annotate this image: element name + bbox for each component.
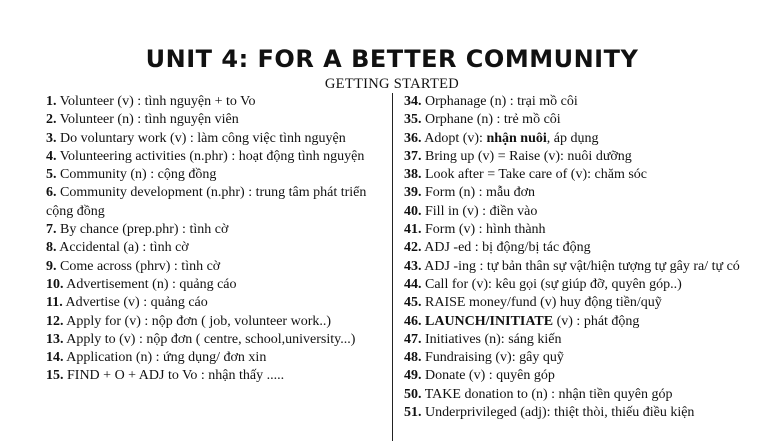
entry-number: 8.: [46, 240, 57, 256]
section-subtitle: GETTING STARTED: [324, 76, 460, 92]
entry-text: Volunteering activities (n.phr) : hoạt động tình nguyện: [59, 148, 365, 164]
entry-number: 40.: [404, 203, 422, 219]
entry-number: 34.: [404, 94, 422, 109]
vocab-entry: [404, 331, 764, 349]
entry-text: Fundraising (v): gây quỹ: [425, 350, 564, 366]
entry-number: 38.: [404, 167, 422, 183]
entry-text: Bring up (v) = Raise (v): nuôi dưỡng: [425, 148, 632, 164]
entry-number: 1.: [46, 94, 57, 109]
entry-number: 47.: [404, 331, 422, 347]
entry-number: 43.: [404, 258, 422, 274]
entry-number: 46.: [404, 313, 422, 329]
entry-number: 41.: [404, 222, 422, 238]
entry-number: 6.: [46, 185, 57, 201]
vocab-entry: [404, 276, 764, 294]
entry-number: 3.: [46, 130, 57, 146]
column-divider: [392, 93, 393, 441]
vocab-entry: [46, 313, 386, 331]
entry-number: 37.: [404, 148, 422, 164]
entry-text: Call for (v): kêu gọi (sự giúp đỡ, quyên góp..): [425, 276, 682, 292]
vocab-entry: [46, 349, 386, 367]
entry-text: Application (n) : ứng dụng/ đơn xin: [66, 350, 267, 366]
entry-text: Advertisement (n) : quảng cáo: [66, 276, 237, 292]
entry-text-pre: Adopt (v):: [424, 130, 487, 146]
vocab-entry: [46, 258, 386, 276]
entry-number: 11.: [46, 295, 63, 311]
entry-text: Donate (v) : quyên góp: [425, 368, 555, 384]
vocab-entry: [404, 313, 764, 331]
vocab-entry: [46, 239, 386, 257]
entry-text-bold: LAUNCH/INITIATE: [425, 313, 554, 329]
vocab-entry: [404, 184, 764, 202]
vocab-entry: [404, 239, 764, 257]
entry-number: 48.: [404, 350, 422, 366]
vocab-entry: [46, 331, 386, 349]
vocab-entry: [46, 111, 386, 129]
entry-number: 13.: [46, 331, 64, 347]
vocab-list-left: [46, 93, 386, 386]
entry-text: TAKE donation to (n) : nhận tiền quyên góp: [424, 386, 673, 402]
entry-text: Community (n) : cộng đồng: [60, 167, 217, 183]
entry-text: RAISE money/fund (v) huy động tiền/quỹ: [425, 295, 662, 311]
vocab-entry: [404, 258, 764, 276]
entry-number: 51.: [404, 405, 422, 421]
entry-text: Volunteer (n) : tình nguyện viên: [59, 112, 239, 128]
vocab-entry: [404, 294, 764, 312]
vocab-entry: [46, 221, 386, 239]
entry-text: ADJ -ed : bị động/bị tác động: [424, 240, 591, 256]
entry-number: 49.: [404, 368, 422, 384]
entry-number: 2.: [46, 112, 57, 128]
vocab-entry: [404, 93, 764, 111]
vocab-entry: [46, 93, 386, 111]
vocab-entry: [404, 221, 764, 239]
entry-text: Look after = Take care of (v): chăm sóc: [425, 167, 647, 183]
entry-number: 5.: [46, 167, 57, 183]
entry-text: Accidental (a) : tình cờ: [59, 240, 189, 256]
vocab-entry: [46, 148, 386, 166]
entry-text: FIND + O + ADJ to Vo : nhận thấy .....: [67, 368, 285, 384]
vocab-entry: [46, 184, 386, 221]
entry-text-post: , áp dụng: [546, 130, 599, 146]
entry-number: 36.: [404, 130, 422, 146]
vocab-entry: [46, 130, 386, 148]
entry-text: Advertise (v) : quảng cáo: [65, 295, 208, 311]
entry-text: Initiatives (n): sáng kiến: [425, 331, 562, 347]
entry-text: Form (v) : hình thành: [425, 222, 546, 238]
entry-number: 4.: [46, 148, 57, 164]
entry-number: 50.: [404, 386, 422, 402]
page-title: UNIT 4: FOR A BETTER COMMUNITY: [145, 45, 639, 73]
entry-number: 42.: [404, 240, 422, 256]
vocab-entry: [404, 367, 764, 385]
entry-text: ADJ -ing : tự bản thân sự vật/hiện tượng tự gây ra/ tự có: [424, 258, 740, 274]
entry-number: 10.: [46, 276, 64, 292]
vocab-entry: [404, 130, 764, 148]
entry-text: Fill in (v) : điền vào: [425, 203, 538, 219]
vocab-entry: [46, 276, 386, 294]
vocab-list-right: [404, 93, 764, 422]
entry-text: Orphane (n) : trẻ mồ côi: [425, 112, 561, 128]
entry-text: Orphanage (n) : trại mồ côi: [425, 94, 578, 109]
entry-text: Apply to (v) : nộp đơn ( centre, school,university...): [66, 331, 356, 347]
vocab-entry: [404, 404, 764, 422]
entry-number: 45.: [404, 295, 422, 311]
entry-number: 44.: [404, 276, 422, 292]
vocab-entry: [46, 166, 386, 184]
entry-text: Do voluntary work (v) : làm công việc tình nguyện: [60, 130, 346, 146]
entry-text: Form (n) : mẫu đơn: [425, 185, 536, 201]
entry-text-bold: nhận nuôi: [486, 130, 547, 146]
vocab-entry: [404, 203, 764, 221]
entry-number: 7.: [46, 222, 57, 238]
entry-text: By chance (prep.phr) : tình cờ: [60, 222, 229, 238]
entry-number: 9.: [46, 258, 57, 274]
entry-number: 12.: [46, 313, 64, 329]
entry-number: 39.: [404, 185, 422, 201]
vocab-entry: [404, 349, 764, 367]
vocab-entry: [46, 294, 386, 312]
vocab-entry: [404, 111, 764, 129]
entry-text: Underprivileged (adj): thiệt thòi, thiếu điều kiện: [425, 405, 695, 421]
entry-text: Community development (n.phr) : trung tâm phát triển cộng đồng: [46, 185, 367, 219]
vocab-entry: [404, 148, 764, 166]
entry-text: Come across (phrv) : tình cờ: [60, 258, 221, 274]
entry-number: 14.: [46, 350, 64, 366]
entry-text: Apply for (v) : nộp đơn ( job, volunteer work..): [66, 313, 332, 329]
entry-text-post: (v) : phát động: [553, 313, 640, 329]
vocab-entry: [404, 166, 764, 184]
vocab-entry: [404, 386, 764, 404]
entry-text: Volunteer (v) : tình nguyện + to Vo: [59, 94, 256, 109]
entry-number: 35.: [404, 112, 422, 128]
entry-number: 15.: [46, 368, 64, 384]
vocab-entry: [46, 367, 386, 385]
